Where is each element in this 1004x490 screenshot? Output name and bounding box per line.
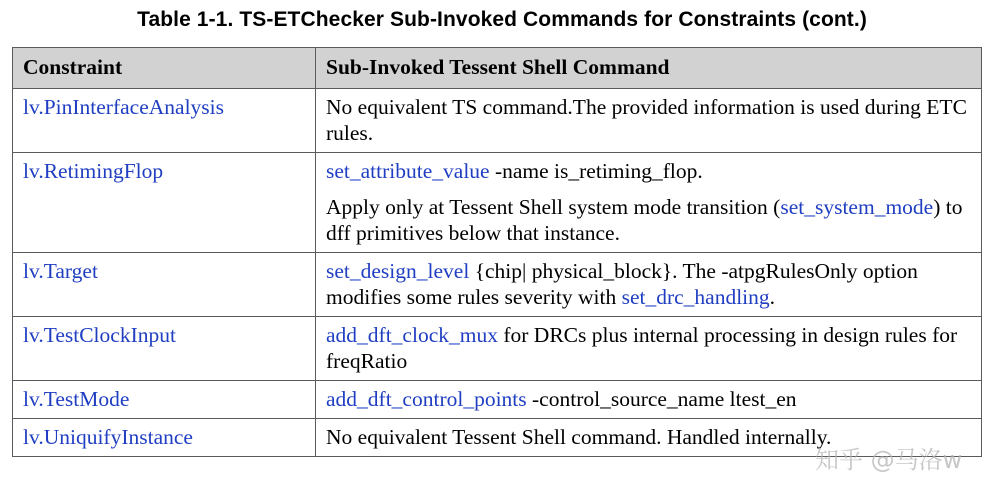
command-link[interactable]: set_attribute_value	[326, 159, 490, 183]
table-row	[13, 153, 982, 253]
note-text: ) to dff primitives below that instance.	[326, 195, 963, 245]
table-row	[13, 381, 982, 419]
table-header-row	[13, 48, 982, 89]
command-text: for DRCs plus internal processing in design rules for freqRatio	[326, 323, 958, 373]
command-link[interactable]: set_system_mode	[780, 195, 934, 219]
table-row	[13, 253, 982, 317]
note-text: Apply only at Tessent Shell system mode transition (	[326, 195, 781, 219]
constraint-link[interactable]: lv.PinInterfaceAnalysis	[23, 95, 225, 119]
table-title: Table 1-1. TS-ETChecker Sub-Invoked Commands for Constraints (cont.)	[137, 8, 867, 31]
constraint-link[interactable]: lv.Target	[23, 259, 98, 283]
table-row	[13, 89, 982, 153]
table-row	[13, 317, 982, 381]
constraint-link[interactable]: lv.TestMode	[23, 387, 130, 411]
constraints-table	[12, 47, 982, 457]
command-text: No equivalent Tessent Shell command. Handled internally.	[326, 425, 832, 449]
command-text: No equivalent TS command.The provided information is used during ETC rules.	[326, 95, 967, 145]
command-link[interactable]: set_drc_handling	[621, 285, 770, 309]
command-text: .	[769, 285, 776, 309]
command-link[interactable]: set_design_level	[326, 259, 470, 283]
command-text: {chip| physical_block}. The -atpgRulesOnly option modifies some rules severity with	[326, 259, 918, 309]
watermark: 知乎 @马洛w	[815, 446, 963, 474]
constraint-link[interactable]: lv.RetimingFlop	[23, 159, 164, 183]
command-link[interactable]: add_dft_clock_mux	[326, 323, 498, 347]
constraint-link[interactable]: lv.UniquifyInstance	[23, 425, 193, 449]
header-constraint: Constraint	[13, 48, 316, 89]
header-command: Sub-Invoked Tessent Shell Command	[316, 48, 982, 89]
table-row	[13, 419, 982, 457]
constraint-link[interactable]: lv.TestClockInput	[23, 323, 176, 347]
command-text: -name is_retiming_flop.	[489, 159, 703, 183]
command-text: -control_source_name ltest_en	[526, 387, 797, 411]
command-link[interactable]: add_dft_control_points	[326, 387, 527, 411]
